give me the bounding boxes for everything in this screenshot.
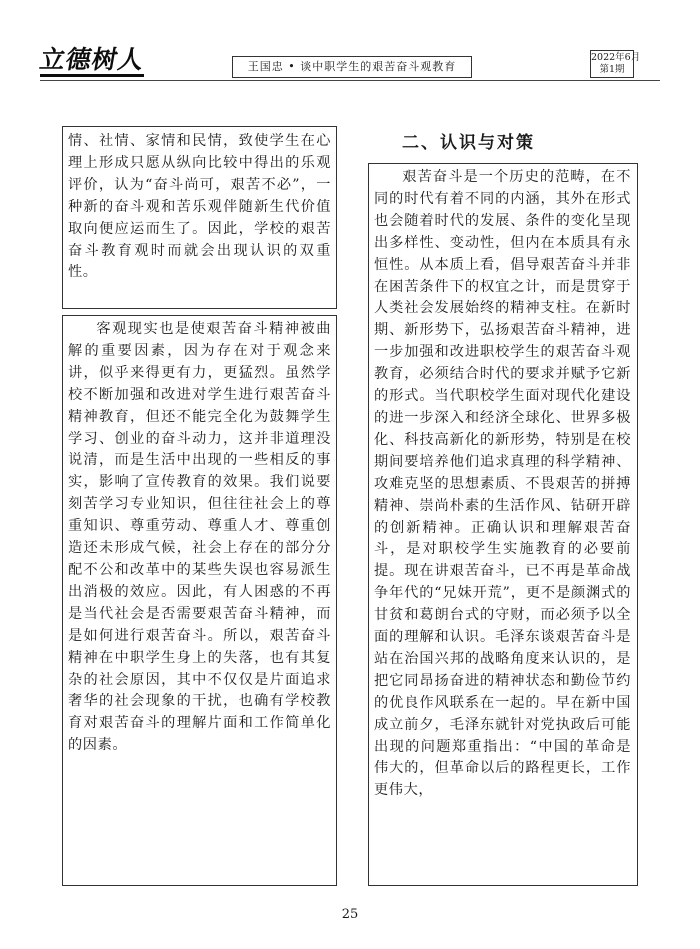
left-text-box-top [62,126,337,309]
paragraph-objective-reality: 客观现实也是使艰苦奋斗精神被曲解的重要因素，因为存在对于观念来讲，似乎来得更有力，更猛烈。虽然学校不断加强和改进对学生进行艰苦奋斗精神教育，但还不能完全化为鼓舞学生学习、创业的奋斗动力，这并非道理没说清，而是生活中出现的一些相反的事实，影响了宣传教育的效果。我们说要刻苦学习专业知识，但往往社会上的尊重知识、尊重劳动、尊重人才、尊重创造还未形成气候，社会上存在的部分分配不公和改革中的某些失误也容易派生出消极的效应。因此，有人困惑的不再是当代社会是否需要艰苦奋斗精神，而是如何进行艰苦奋斗。所以，艰苦奋斗精神在中职学生身上的失落，也有其复杂的社会原因，其中不仅仅是片面追求奢华的社会现象的干扰，也确有学校教育对艰苦奋斗的理解片面和工作简单化的因素。 [68,321,331,754]
section-heading: 二、认识与对策 [402,133,535,153]
page-number: 25 [341,907,359,922]
right-text-box [368,163,638,886]
paragraph-understanding: 艰苦奋斗是一个历史的范畴，在不同的时代有着不同的内涵，其外在形式也会随着时代的发展、条件的变化呈现出多样性、变动性，但内在本质具有永恒性。从本质上看，倡导艰苦奋斗并非在困苦条件下的权宜之计，而是贯穿于人类社会发展始终的精神支柱。在新时期、新形势下，弘扬艰苦奋斗精神，进一步加强和改进职校学生的艰苦奋斗观教育，必须结合时代的要求并赋予它新的形式。当代职校学生面对现代化建设的进一步深入和经济全球化、世界多极化、科技高新化的新形势，特别是在校期间要培养他们追求真理的科学精神、攻难克坚的思想素质、不畏艰苦的拼搏精神、崇尚朴素的生活作风、钻研开辟的创新精神。正确认识和理解艰苦奋斗，是对职校学生实施教育的必要前提。现在讲艰苦奋斗，已不再是革命战争年代的“兄妹开荒”，更不是颜渊式的甘贫和葛朗台式的守财，而必须予以全面的理解和认识。毛泽东谈艰苦奋斗是站在治国兴邦的战略角度来认识的，是把它同昂扬奋进的精神状态和勤俭节约的优良作风联系在一起的。早在新中国成立前夕，毛泽东就针对党执政后可能出现的问题郑重指出：“中国的革命是伟大的，但革命以后的路程更长，工作更伟大， [374,169,631,799]
logo-underline [40,74,144,77]
header-divider [40,80,660,81]
running-title: 王国忠 • 谈中职学生的艰苦奋斗观教育 [232,56,472,78]
paragraph-continued: 情、社情、家情和民情，致使学生在心理上形成只愿从纵向比较中得出的乐观评价，认为“奋斗尚可，艰苦不必”，一种新的奋斗观和苦乐观伴随新生代价值取向便应运而生了。因此，学校的艰苦奋斗教育观时而就会出现认识的双重性。 [68,133,331,281]
issue-box [590,50,641,78]
left-text-box-bottom [62,315,337,886]
journal-logo: 立德树人 [37,45,147,74]
issue-year-month: 2022年6月 [591,52,641,63]
issue-number: 第1期 [599,64,625,75]
